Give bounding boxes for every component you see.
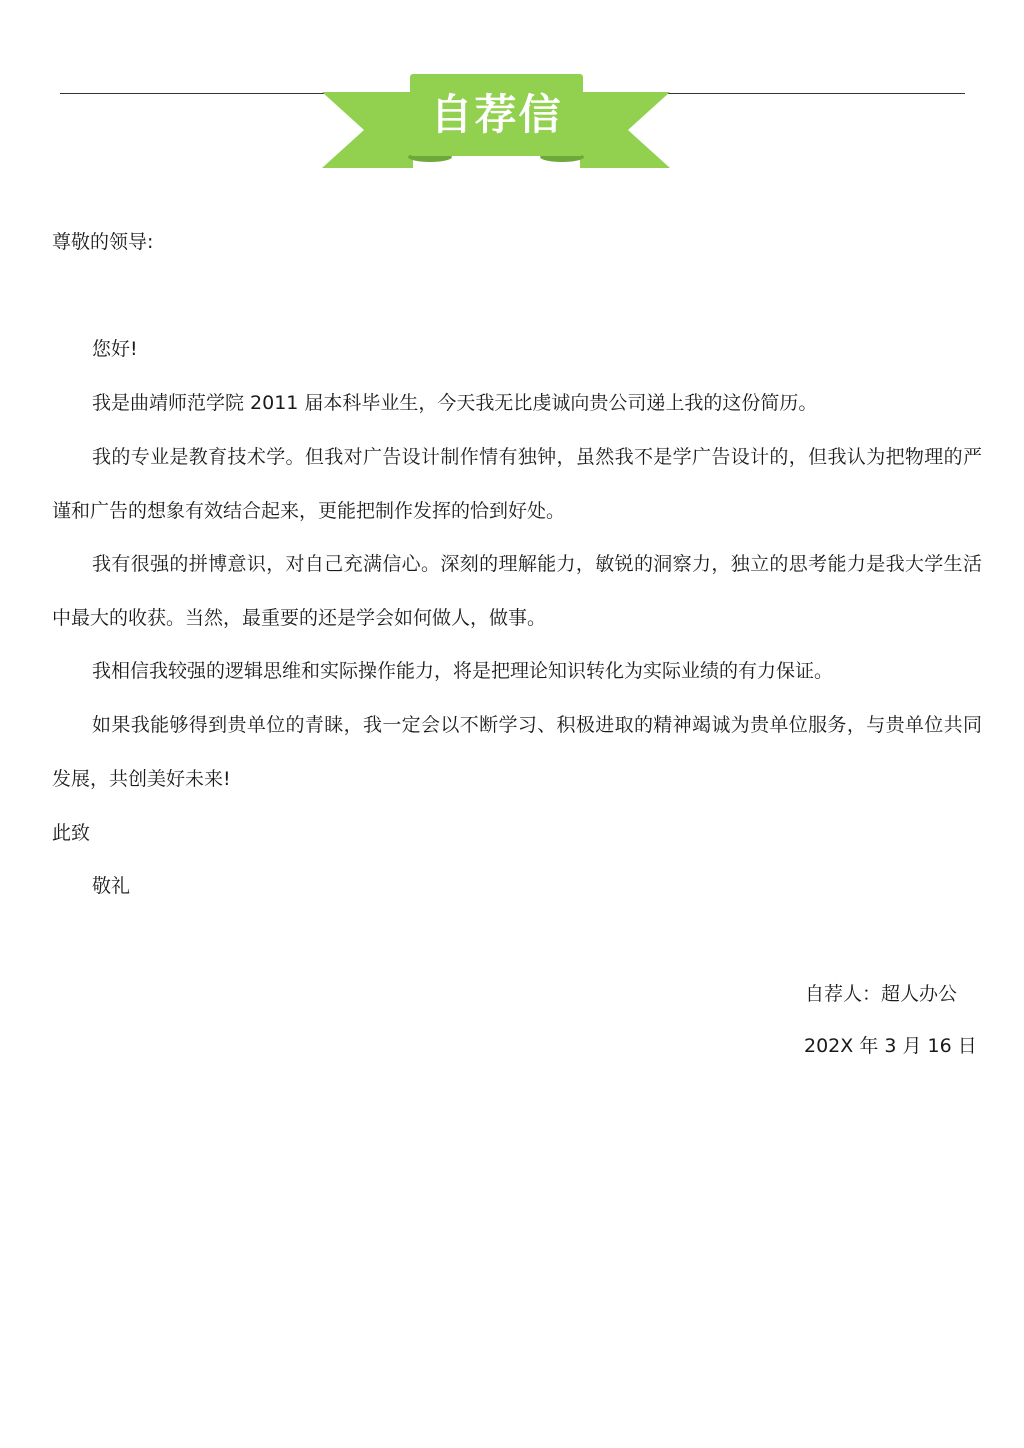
body-paragraph-5: 如果我能够得到贵单位的青睐，我一定会以不断学习、积极进取的精神竭诚为贵单位服务，与贵单位共同发展，共创美好未来! [52, 714, 982, 790]
body-paragraph-1: 我是曲靖师范学院 2011 届本科毕业生，今天我无比虔诚向贵公司递上我的这份简历。 [92, 392, 818, 414]
salutation: 尊敬的领导: [52, 231, 154, 253]
body-paragraph-2: 我的专业是教育技术学。但我对广告设计制作情有独钟，虽然我不是学广告设计的，但我认为把物理的严谨和广告的想象有效结合起来，更能把制作发挥的恰到好处。 [52, 446, 982, 522]
closing-jing-li: 敬礼 [92, 875, 131, 897]
ribbon-tail-right [580, 92, 670, 168]
header-rule-left [60, 93, 330, 94]
header-rule-right [665, 93, 965, 94]
ribbon-tail-left [322, 92, 413, 168]
page-title: 自荐信 [430, 90, 563, 139]
signature: 自荐人：超人办公 [805, 983, 958, 1005]
body-paragraph-4: 我相信我较强的逻辑思维和实际操作能力，将是把理论知识转化为实际业绩的有力保证。 [92, 660, 834, 682]
body-paragraph-3: 我有很强的拼博意识，对自己充满信心。深刻的理解能力，敏锐的洞察力，独立的思考能力是我大学生活中最大的收获。当然，最重要的还是学会如何做人，做事。 [52, 553, 982, 629]
closing-ci-zhi: 此致 [52, 822, 91, 844]
letter-date: 202X 年 3 月 16 日 [804, 1035, 977, 1057]
greeting: 您好! [92, 338, 138, 360]
